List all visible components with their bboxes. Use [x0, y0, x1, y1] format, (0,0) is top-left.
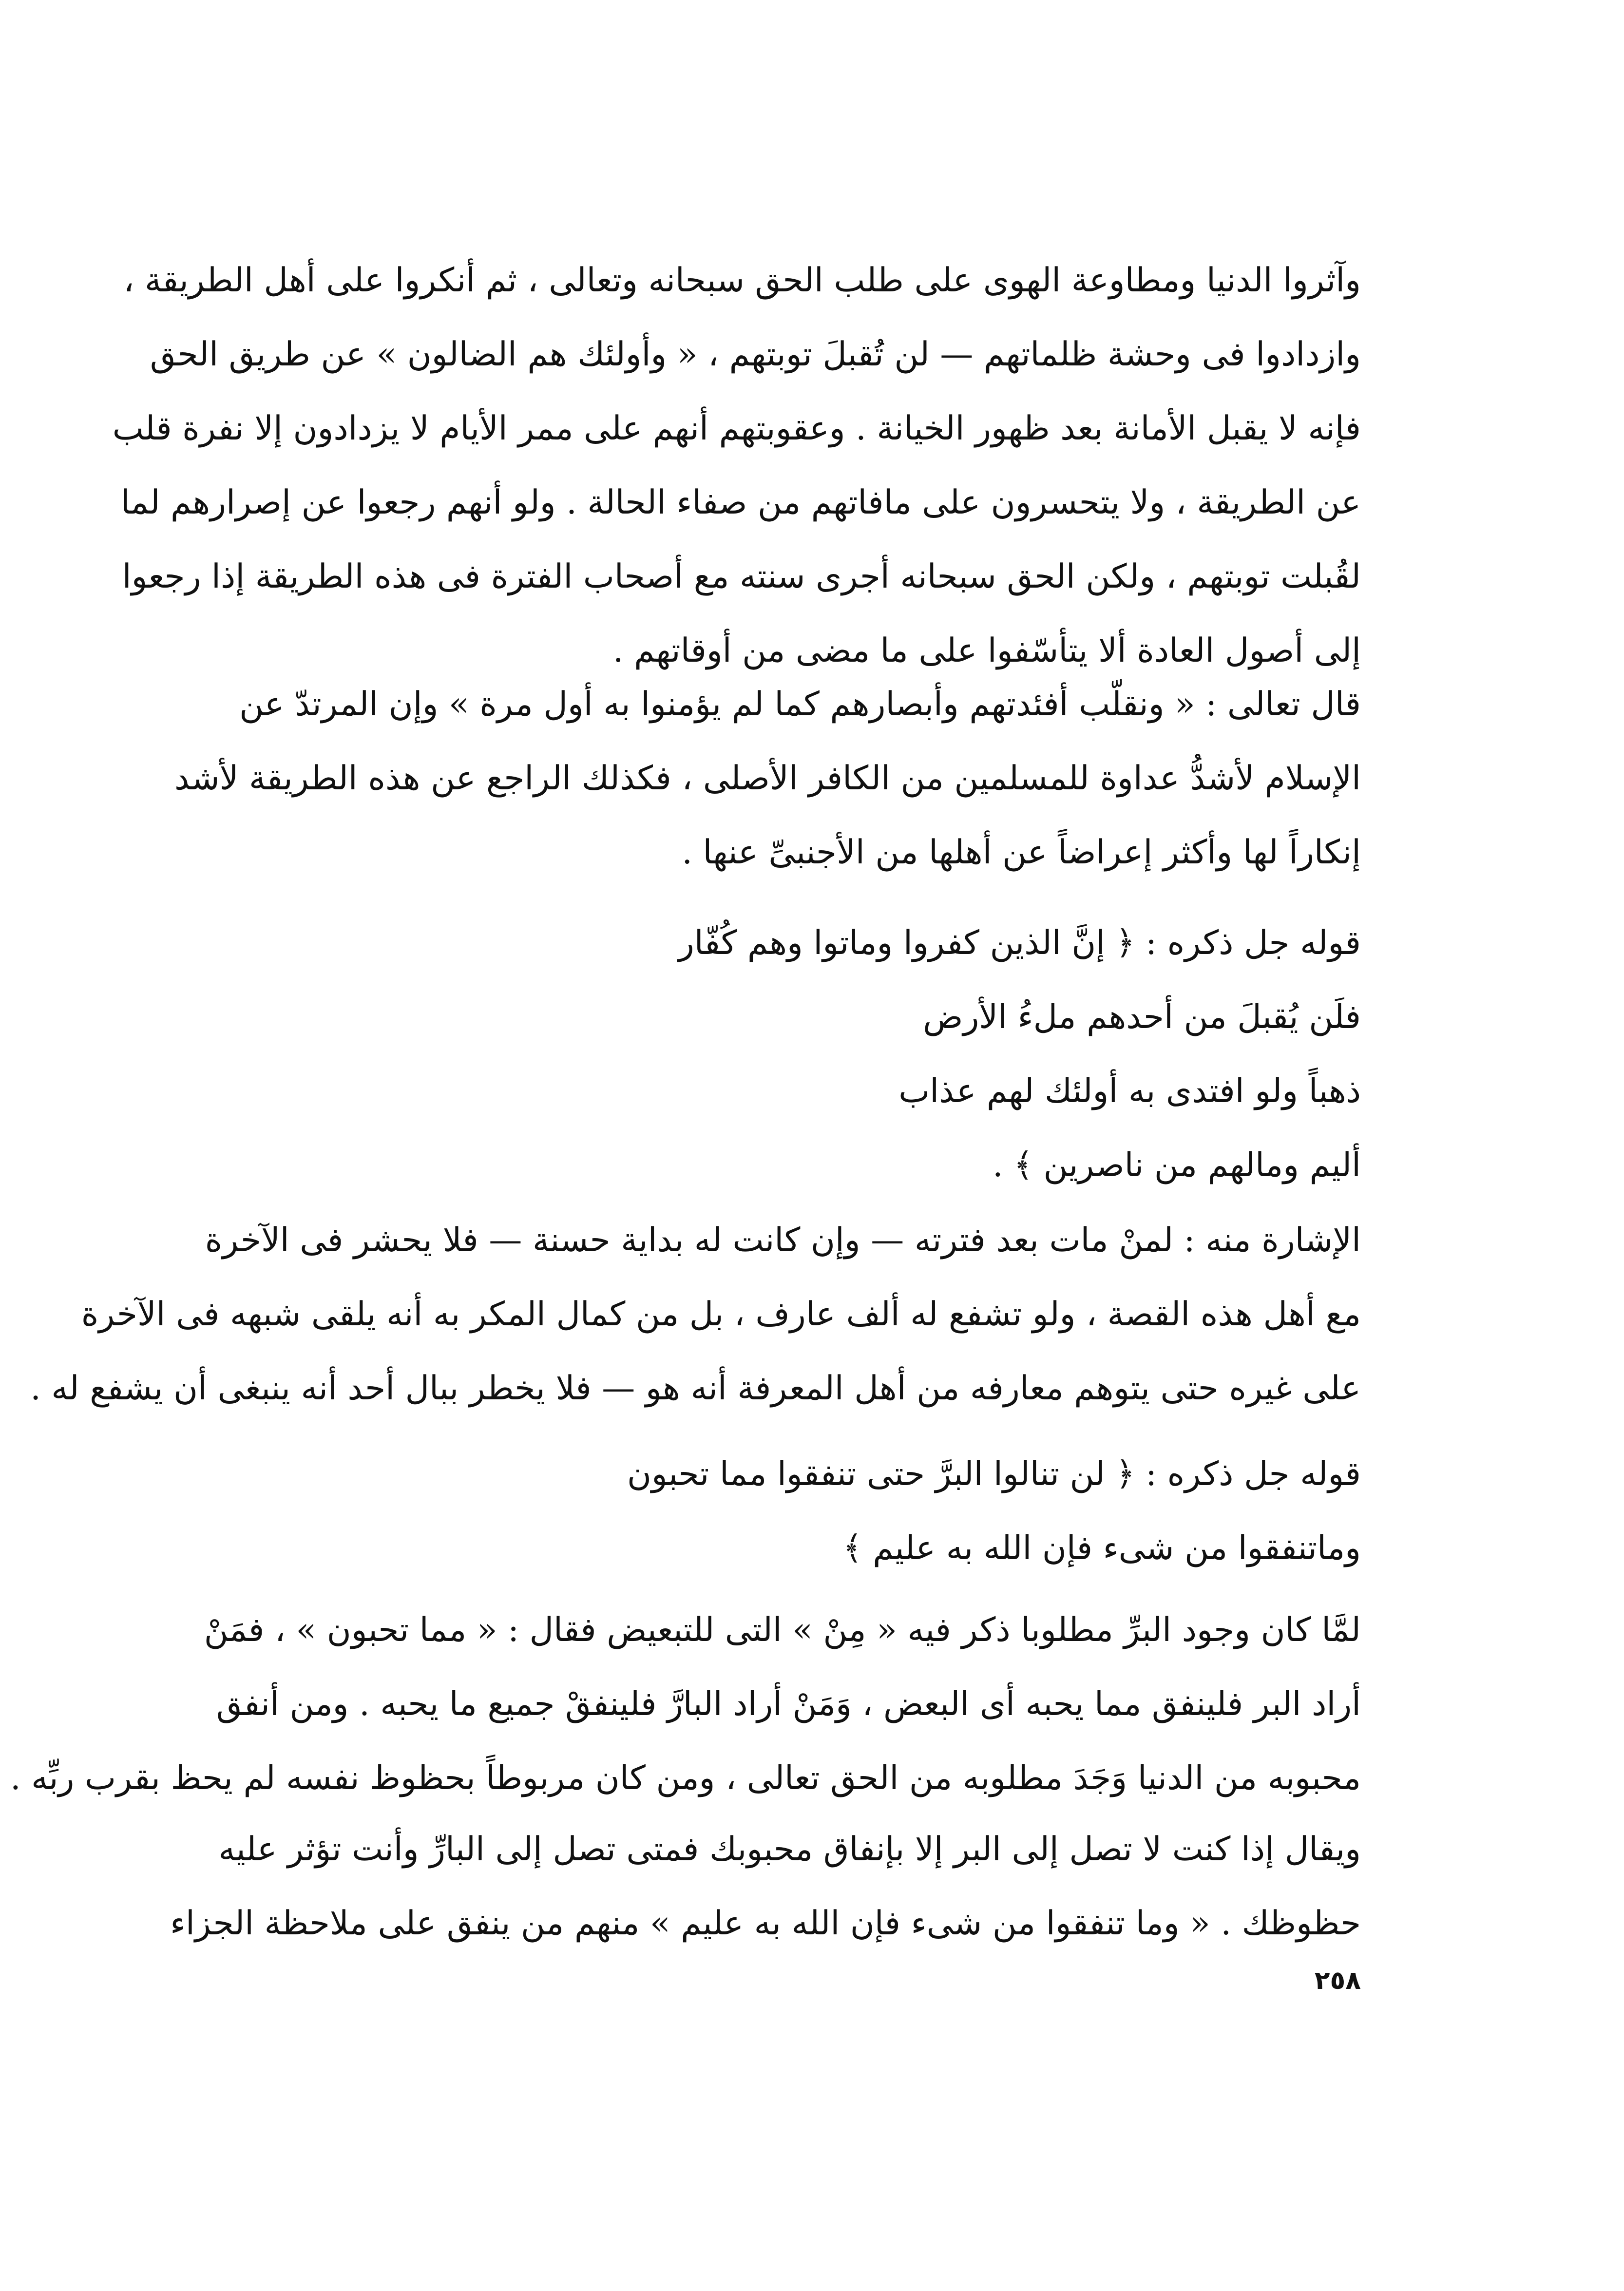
text-line: وازدادوا فى وحشة ظلماتهم — لن تُقبلَ توبتهم ، « وأولئك هم الضالون » عن طريق الحق — [150, 335, 1361, 374]
text-line: أراد البر فلينفق مما يحبه أى البعض ، وَمَنْ أراد البارَّ فلينفقْ جميع ما يحبه . ومن أنفق — [216, 1685, 1361, 1723]
verse-line: وماتنفقوا من شىء فإن الله به عليم ﴾ — [842, 1529, 1361, 1567]
text-line: ويقال إذا كنت لا تصل إلى البر إلا بإنفاق محبوبك فمتى تصل إلى البارِّ وأنت تؤثر عليه — [218, 1830, 1361, 1869]
text-line: إلى أصول العادة ألا يتأسّفوا على ما مضى من أوقاتهم . — [612, 631, 1361, 670]
text-line: على غيره حتى يتوهم معارفه من أهل المعرفة أنه هو — فلا يخطر ببال أحد أنه ينبغى أن يشفع له . — [30, 1369, 1361, 1408]
paragraph-5 — [170, 1813, 1361, 1961]
text-line: وآثروا الدنيا ومطاوعة الهوى على طلب الحق سبحانه وتعالى ، ثم أنكروا على أهل الطريقة ، — [123, 261, 1361, 300]
text-line: الإشارة منه : لمنْ مات بعد فترته — وإن كانت له بداية حسنة — فلا يحشر فى الآخرة — [205, 1221, 1361, 1260]
quranic-verse-2 — [289, 1437, 1361, 1585]
page-number: ٢٥٨ — [1314, 1966, 1361, 1995]
text-line: محبوبه من الدنيا وَجَدَ مطلوبه من الحق تعالى ، ومن كان مربوطاً بحظوظ نفسه لم يحظ بقرب ربِّه . — [10, 1759, 1361, 1797]
paragraph-1 — [112, 244, 1361, 688]
verse-line: ذهباً ولو افتدى به أولئك لهم عذاب — [898, 1072, 1361, 1110]
verse-line: أليم ومالهم من ناصرين ﴾ . — [992, 1146, 1361, 1184]
paragraph-2 — [174, 668, 1361, 890]
paragraph-3 — [30, 1203, 1361, 1426]
quranic-verse-1 — [289, 906, 1361, 1203]
verse-line: قوله جل ذكره : ﴿ إنَّ الذين كفروا وماتوا وهم كُفّار — [678, 924, 1361, 962]
verse-line: فلَن يُقبلَ من أحدهم ملءُ الأرض — [923, 998, 1361, 1036]
text-line: إنكاراً لها وأكثر إعراضاً عن أهلها من الأجنبىِّ عنها . — [682, 833, 1361, 872]
text-line: عن الطريقة ، ولا يتحسرون على مافاتهم من صفاء الحالة . ولو أنهم رجعوا عن إصرارهم لما — [120, 483, 1361, 522]
text-line: قال تعالى : « ونقلّب أفئدتهم وأبصارهم كما لم يؤمنوا به أول مرة » وإن المرتدّ عن — [239, 685, 1361, 724]
paragraph-4 — [10, 1593, 1361, 1815]
text-line: مع أهل هذه القصة ، ولو تشفع له ألف عارف ، بل من كمال المكر به أنه يلقى شبهه فى الآخرة — [81, 1295, 1361, 1334]
text-line: لمَّا كان وجود البرِّ مطلوبا ذكر فيه « مِنْ » التى للتبعيض فقال : « مما تحبون » ، فمَنْ — [204, 1611, 1361, 1649]
text-line: الإسلام لأشدُّ عداوة للمسلمين من الكافر الأصلى ، فكذلك الراجع عن هذه الطريقة لأشد — [174, 759, 1361, 798]
text-line: حظوظك . « وما تنفقوا من شىء فإن الله به عليم » منهم من ينفق على ملاحظة الجزاء — [170, 1904, 1361, 1943]
verse-line: قوله جل ذكره : ﴿ لن تنالوا البرَّ حتى تنفقوا مما تحبون — [627, 1455, 1361, 1493]
text-line: فإنه لا يقبل الأمانة بعد ظهور الخيانة . وعقوبتهم أنهم على ممر الأيام لا يزدادون إلا نفرة قلب — [112, 409, 1361, 448]
text-line: لقُبلت توبتهم ، ولكن الحق سبحانه أجرى سنته مع أصحاب الفترة فى هذه الطريقة إذا رجعوا — [122, 557, 1361, 596]
